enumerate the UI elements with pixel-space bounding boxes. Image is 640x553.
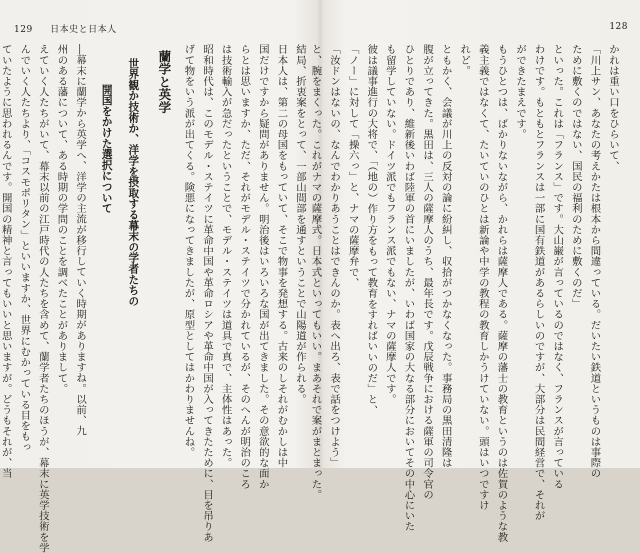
left-page-header [14,22,117,35]
text-line: 日本人は、第二の母国をもっていて、そこで物事を発想する。古来のしそれがむかしは中 [275,44,288,468]
text-line: 結局、折衷案をとって、一部山間部を通すということで山陽道が作られる。 [294,44,306,405]
text-line: 「ノー」に対して「操六っ」と、ナマの薩摩弁で、 [346,44,359,288]
left-page [0,0,319,553]
left-page-text [0,44,309,553]
text-line: 州のある藩について、ある時期の学問のことを調べたことがありまして。 [55,44,68,394]
text-line: もうひとつは、ばかりないながら、かれらは薩摩人である。薩摩の藩士の教育というのは佐賀のような教 [495,44,508,543]
section-subtitle: 世界観か技術か、洋学を摂取する幕末の学者たちの [127,58,140,307]
text-line: 国だけですから疑問がありません。明治後はいろいろな国が出てきました。その意欲的な面か [256,44,269,490]
section-subtitle-continued: 開国をかけた選択について [100,84,113,214]
text-line: えていく人たちがいて、幕末以前の江戸時代の人たちを含めて、蘭学者たちのほうが、幕末に英学技術を学 [36,44,49,553]
text-line: げて物をいう派が出てくる。険悪になってきましたが、原型としてはかわりませんね。 [182,44,195,458]
text-line: は技術輸入が急だったということで、モデル・ステイツは道具で真で、主体性はあった。 [219,44,232,468]
right-page-number: 128 [609,22,628,32]
left-page-number: 129 [14,25,33,35]
text-line: も留学していない。ドイツ派でもフランス派でもない、ナマの薩摩人です。 [383,44,396,405]
text-line: ができたまえです。 [514,44,527,140]
text-line: らとは思いますか、ただ、それがモデル・ステイツで分かれているが、そのへんが明治のころ [238,44,251,490]
text-line: ていたように思われるんです。開国の精神と言ってもいいと思いますが。どうもそれが、当 [0,44,12,479]
right-page-text [309,44,622,543]
text-line: 「川上サン、あなたの考えかたは根本から間違っている。だいたい鉄道というものは事際の [588,44,601,479]
text-line: 腹が立ってきた。黒田は、三人の薩摩人のうち、最年長です。戊辰戦争における薩軍の司令官の [421,44,434,500]
right-page [309,0,640,543]
text-line: と、腕をまくった。これがナマの薩摩式。日本式といってもいい。まあそれで案がまとまった。 [309,44,322,500]
text-line: 義主義ではなくて、たいていのひとは新論や中学の教程の教育しかうけていない。頭はいつですけ [476,44,489,511]
text-line: といった。これは「フランス」です。大山巌が言っているのではなく、フランスが言っている [551,44,564,490]
text-line: ひとりであり、維新後いわば陸軍の首にいましたが、いわば国家の大なる部分においてその中心にいた [402,44,415,532]
section-title: 蘭学と英学 [156,50,172,114]
text-line: 「汝ドンはないの、なんでわかりあうことはできんのか。表へ出ろ、表で話をつけよう」 [328,44,341,468]
text-line: わけです。もともとフランスは一部に国有鉄道があるらしいのですが、大部分は民間経営で、それが [532,44,545,521]
text-line: ともかく、会議が川上の反対の論に紛糾し、収拾がつかなくなった。事務局の黒田清隆は [439,44,452,468]
text-line: ために敷くのではない、国民の福利のために敷くのだ」 [569,44,582,309]
text-line: かれは重い口をひらいて、 [607,44,619,172]
text-line: れど。 [458,44,471,76]
text-line: んでいく人たちより、「コスモポリタン」といいますか、世界にむかっている目をもっ [18,44,31,453]
text-line: 昭和時代は、このモデル・ステイツに革命中国や革命ロシアや革命中国が入ってきたために、目を吊りあ [201,44,214,543]
left-running-title: 日本史と日本人 [50,25,117,35]
text-line: ―幕末に蘭学から英学へ、洋学の主流が移行していく時期がありますね。以前、九 [74,44,87,437]
text-line: 彼は議事進行の大将で、「（地の）作り方をもって教育をすればいいのだ」と、 [365,44,378,416]
